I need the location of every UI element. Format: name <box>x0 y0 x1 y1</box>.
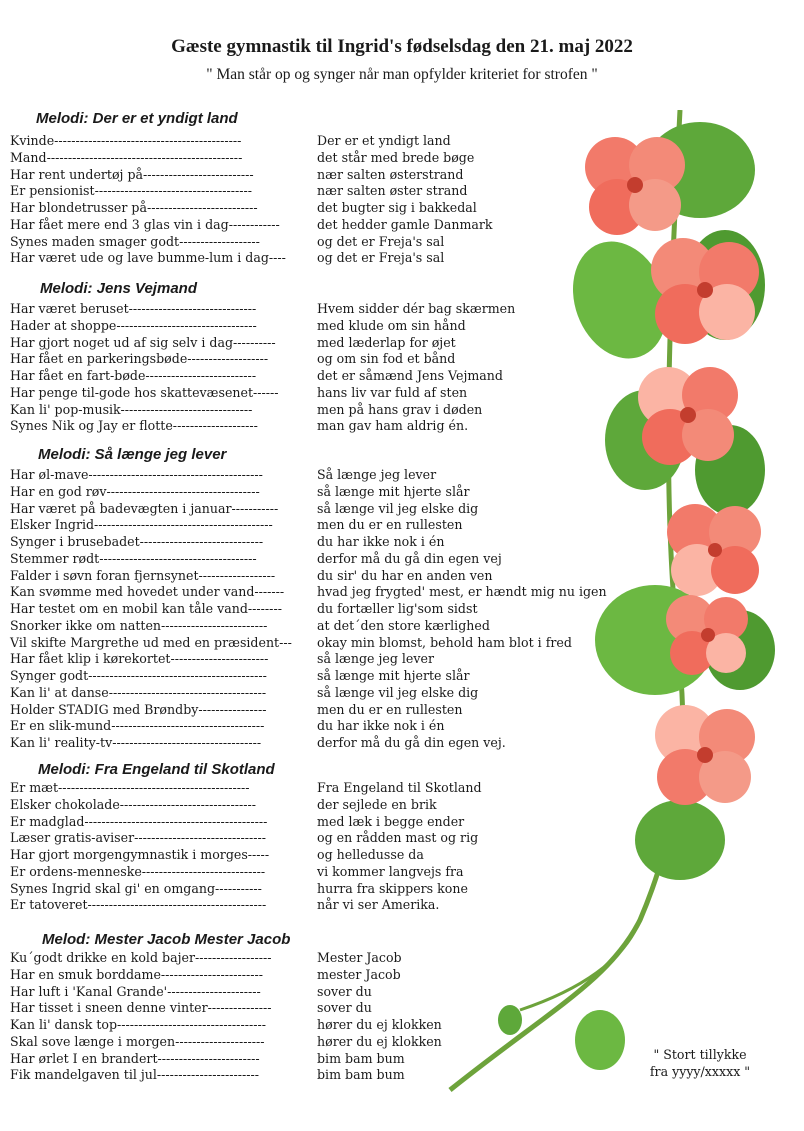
criterion-text: Kan li' reality-tv----------------------------------- <box>10 735 262 750</box>
lyric-line: så længe mit hjerte slår <box>317 483 470 499</box>
criterion-text: Har tisset i sneen denne vinter--------------- <box>10 1000 272 1016</box>
lyric-line: så længe vil jeg elske dig <box>317 684 479 700</box>
page-title: Gæste gymnastik til Ingrid's fødselsdag den 21. maj 2022 <box>171 36 633 57</box>
lyric-line: det er såmænd Jens Vejmand <box>317 368 503 383</box>
lyric-line: så længe jeg lever <box>317 651 434 667</box>
criterion-text: Har penge til-gode hos skattevæsenet------ <box>10 384 279 400</box>
lyric-line: men du er en rullesten <box>317 517 463 533</box>
criterion-text: Har gjort morgengymnastik i morges----- <box>10 847 270 862</box>
lyric-line: og en rådden mast og rig <box>317 830 479 846</box>
criterion-text: Er tatoveret------------------------------------------ <box>10 897 267 913</box>
criterion-text: Er en slik-mund------------------------------------ <box>10 718 265 734</box>
signature-line-1: " Stort tillykke <box>653 1047 747 1062</box>
lyric-line: mester Jacob <box>317 966 401 982</box>
criterion-text: Har testet om en mobil kan tåle vand-------- <box>10 601 282 616</box>
lyric-line: at det´den store kærlighed <box>317 617 490 633</box>
section-heading: Melod: Mester Jacob Mester Jacob <box>42 931 291 948</box>
lyric-line: hører du ej klokken <box>317 1017 442 1032</box>
lyric-line: du sir' du har en anden ven <box>317 567 493 583</box>
criterion-text: Har fået en fart-bøde-------------------------- <box>10 368 257 383</box>
lyric-line: men du er en rullesten <box>317 701 463 717</box>
criterion-text: Snorker ikke om natten------------------------- <box>10 617 268 633</box>
lyric-line: det hedder gamle Danmark <box>317 216 493 232</box>
criterion-text: Er mæt--------------------------------------------- <box>10 780 250 795</box>
section-heading: Melodi: Jens Vejmand <box>40 280 197 297</box>
lyric-line: Så længe jeg lever <box>317 467 437 482</box>
criterion-text: Stemmer rødt------------------------------------- <box>10 550 257 566</box>
criterion-text: Mand---------------------------------------------- <box>10 149 243 165</box>
criterion-text: Er ordens-menneske----------------------------- <box>10 863 266 879</box>
criterion-text: Holder STADIG med Brøndby---------------- <box>10 701 267 717</box>
criterion-text: Har en smuk borddame------------------------ <box>10 966 264 982</box>
criterion-text: Har fået en parkeringsbøde------------------- <box>10 351 269 367</box>
criterion-text: Ku´godt drikke en kold bajer------------------ <box>10 950 272 965</box>
criterion-text: Har været på badevægten i januar----------- <box>10 500 279 516</box>
criterion-text: Har fået mere end 3 glas vin i dag------------ <box>10 216 280 232</box>
section-heading: Melodi: Så længe jeg lever <box>38 446 227 463</box>
criterion-text: Kvinde-------------------------------------------- <box>10 133 242 148</box>
signature-block <box>640 1046 760 1080</box>
lyric-line: det bugter sig i bakkedal <box>317 200 477 215</box>
lyric-line: hurra fra skippers kone <box>317 880 468 896</box>
criterion-text: Vil skifte Margrethe ud med en præsident--- <box>10 634 292 650</box>
criterion-text: Falder i søvn foran fjernsynet------------------ <box>10 567 276 583</box>
lyric-line: og helledusse da <box>317 847 424 862</box>
criterion-text: Synes maden smager godt------------------- <box>10 233 260 249</box>
lyric-line: hører du ej klokken <box>317 1033 442 1049</box>
lyric-line: vi kommer langvejs fra <box>317 863 464 879</box>
criterion-text: Har været beruset------------------------------ <box>10 301 257 316</box>
lyric-line: med læderlap for øjet <box>317 334 456 350</box>
criterion-text: Er pensionist------------------------------------- <box>10 183 253 199</box>
lyric-line: med klude om sin hånd <box>317 317 466 333</box>
criterion-text: Er madglad------------------------------------------- <box>10 813 268 829</box>
criterion-text: Synes Ingrid skal gi' en omgang----------- <box>10 880 262 896</box>
criterion-text: Har en god røv------------------------------------ <box>10 483 260 499</box>
lyric-line: så længe vil jeg elske dig <box>317 500 479 516</box>
criterion-text: Kan li' at danse------------------------------------- <box>10 684 267 700</box>
lyric-line: du har ikke nok i én <box>317 718 445 734</box>
criterion-text: Synger i brusebadet----------------------------- <box>10 534 264 549</box>
criterion-text: Har luft i 'Kanal Grande'---------------------- <box>10 983 261 999</box>
section-heading: Melodi: Fra Engeland til Skotland <box>38 761 275 778</box>
criterion-text: Kan svømme med hovedet under vand------- <box>10 584 285 600</box>
criterion-text: Læser gratis-aviser------------------------------- <box>10 830 267 846</box>
lyric-line: sover du <box>317 1000 372 1016</box>
lyric-line: sover du <box>317 983 372 999</box>
criterion-text: Har gjort noget ud af sig selv i dag---------- <box>10 334 276 350</box>
lyric-line: med læk i begge ender <box>317 813 465 829</box>
flower-vine-illustration <box>430 110 780 1100</box>
criterion-text: Har rent undertøj på-------------------------- <box>10 166 254 182</box>
lyric-line: du har ikke nok i én <box>317 534 445 549</box>
criterion-text: Skal sove længe i morgen--------------------- <box>10 1033 265 1049</box>
lyric-line: du fortæller lig'som sidst <box>317 601 478 616</box>
lyric-line: okay min blomst, behold ham blot i fred <box>317 634 572 650</box>
lyric-line: Hvem sidder dér bag skærmen <box>317 301 516 316</box>
lyric-line: derfor må du gå din egen vej. <box>317 735 506 750</box>
lyric-line: nær salten østerstrand <box>317 166 464 182</box>
criterion-text: Fik mandelgaven til jul------------------------ <box>10 1067 260 1083</box>
lyric-line: bim bam bum <box>317 1067 405 1083</box>
page-subtitle: " Man står op og synger når man opfylder kriteriet for strofen " <box>206 66 598 83</box>
criterion-text: Har fået klip i kørekortet----------------------- <box>10 651 269 667</box>
criterion-text: Har ørlet I en brandert------------------------ <box>10 1050 260 1066</box>
lyric-line: nær salten øster strand <box>317 183 468 199</box>
signature-line-2: fra yyyy/xxxxx " <box>649 1064 751 1079</box>
lyric-line: Mester Jacob <box>317 950 402 965</box>
lyric-line: hvad jeg frygted' mest, er hændt mig nu igen <box>317 584 607 600</box>
lyric-line: så længe mit hjerte slår <box>317 668 470 683</box>
lyric-line: man gav ham aldrig én. <box>317 418 469 434</box>
lyric-line: og om sin fod et bånd <box>317 351 456 367</box>
lyric-line: og det er Freja's sal <box>317 250 445 266</box>
criterion-text: Kan li' dansk top----------------------------------- <box>10 1017 266 1032</box>
criterion-text: Synger godt------------------------------------------ <box>10 668 267 683</box>
criterion-text: Har blondetrusser på-------------------------- <box>10 200 258 215</box>
lyric-line: Der er et yndigt land <box>317 133 451 148</box>
criterion-text: Elsker Ingrid------------------------------------------ <box>10 517 273 533</box>
lyric-line: men på hans grav i døden <box>317 401 483 417</box>
lyric-line: når vi ser Amerika. <box>317 897 440 913</box>
criterion-text: Har været ude og lave bumme-lum i dag---- <box>10 250 286 266</box>
lyric-line: og det er Freja's sal <box>317 233 445 249</box>
lyric-line: der sejlede en brik <box>317 796 437 812</box>
lyric-line: bim bam bum <box>317 1050 405 1066</box>
lyric-line: hans liv var fuld af sten <box>317 384 468 400</box>
lyric-line: det står med brede bøge <box>317 149 475 165</box>
criterion-text: Elsker chokolade-------------------------------- <box>10 796 256 812</box>
lyric-line: Fra Engeland til Skotland <box>317 780 482 795</box>
lyric-line: derfor må du gå din egen vej <box>317 550 502 566</box>
criterion-text: Hader at shoppe--------------------------------- <box>10 317 257 333</box>
section-heading: Melodi: Der er et yndigt land <box>36 110 238 127</box>
criterion-text: Har øl-mave----------------------------------------- <box>10 467 263 482</box>
criterion-text: Kan li' pop-musik------------------------------- <box>10 401 253 417</box>
criterion-text: Synes Nik og Jay er flotte-------------------- <box>10 418 258 434</box>
